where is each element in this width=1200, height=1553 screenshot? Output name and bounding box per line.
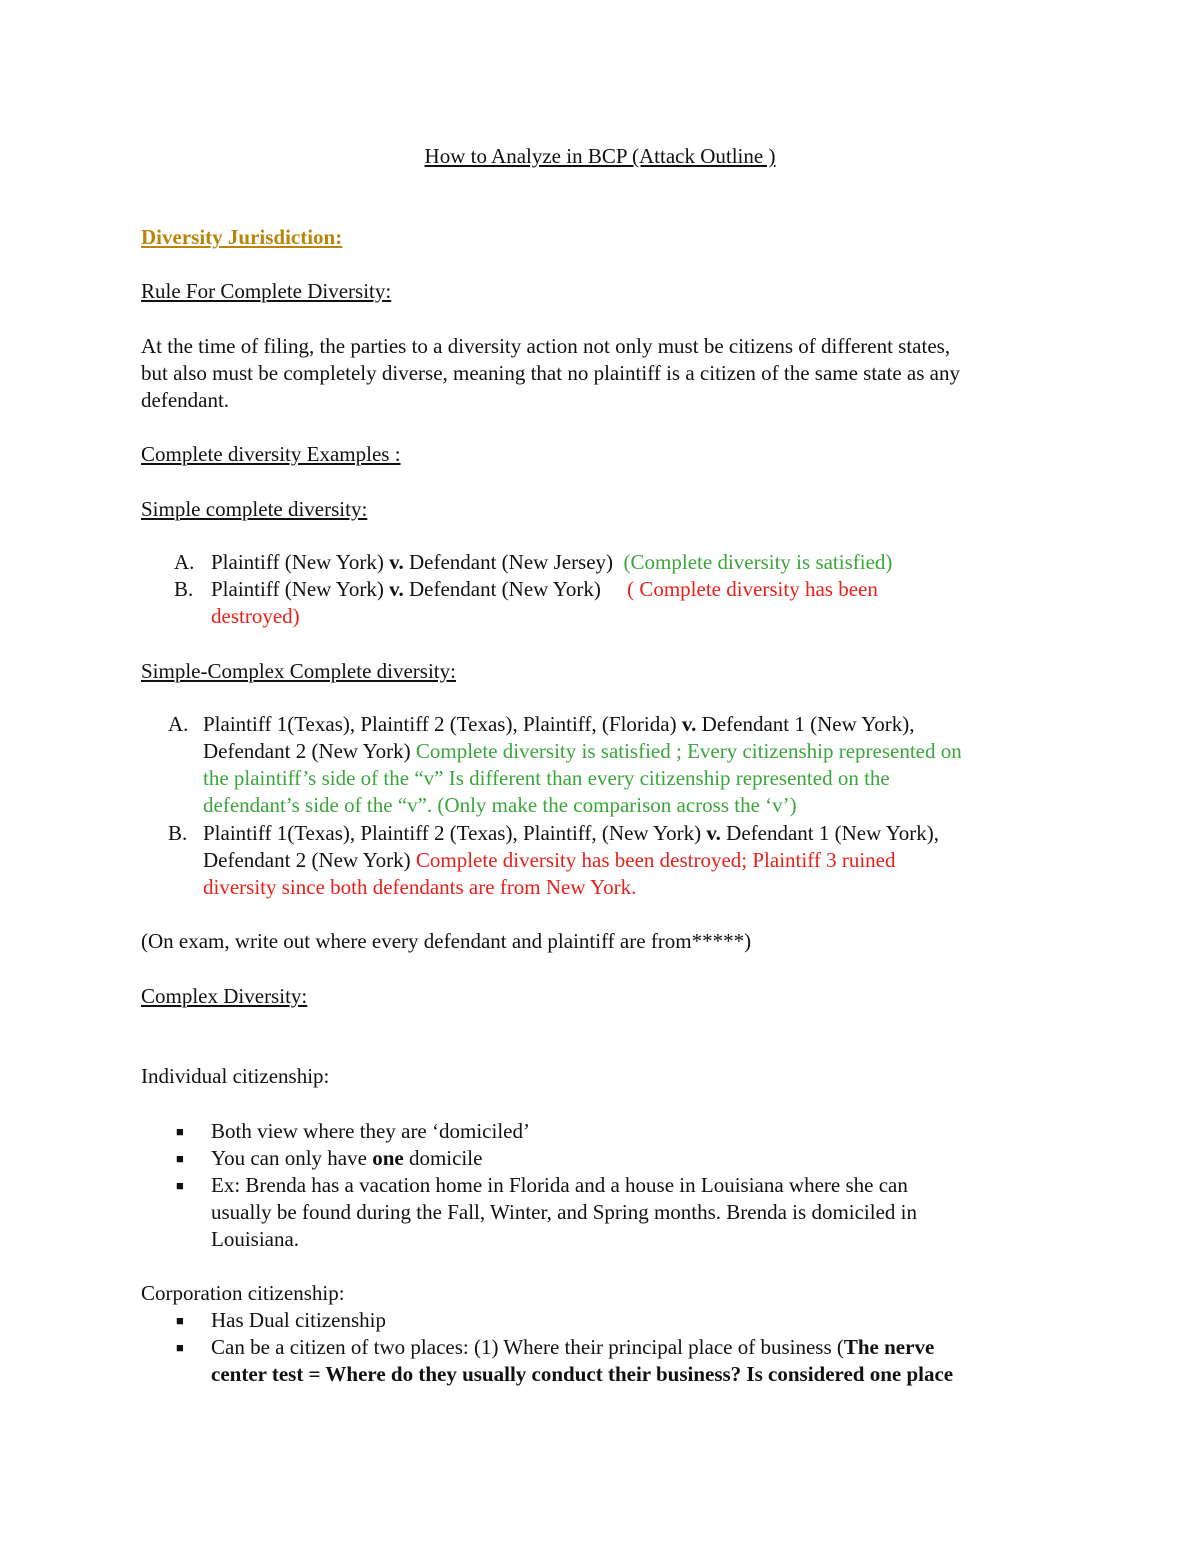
sc-item-a-note: Complete diversity is satisfied ; Every citizenship represented on (415, 739, 962, 763)
bullet-square-icon: ■ (176, 1340, 184, 1355)
corporation-citizenship-heading: Corporation citizenship: (141, 1281, 345, 1305)
sc-item-a-defendant-2: Defendant 2 (New York) (203, 739, 416, 763)
simple-item-a (211, 549, 892, 576)
list-label-a: A. (168, 712, 189, 736)
simple-item-a-plaintiff: Plaintiff (New York) (211, 550, 390, 574)
sc-item-a-line-4: defendant’s side of the “v”. (Only make the comparison across the ‘v’) (203, 793, 797, 817)
sc-item-b-note: Complete diversity has been destroyed; Plaintiff 3 ruined (415, 848, 896, 872)
sc-item-b-defendant-2: Defendant 2 (New York) (203, 848, 416, 872)
individual-item-2 (211, 1145, 482, 1172)
corp-item-1: Has Dual citizenship (211, 1308, 386, 1332)
rule-text-line-3: defendant. (141, 388, 230, 412)
simple-item-a-note: (Complete diversity is satisfied) (623, 550, 893, 574)
individual-item-2-bold: one (372, 1146, 404, 1170)
simple-diversity-heading: Simple complete diversity: (141, 497, 368, 521)
sc-item-a-line-1 (203, 711, 915, 738)
bullet-square-icon: ■ (176, 1151, 184, 1166)
individual-item-3-line-1: Ex: Brenda has a vacation home in Florida and a house in Louisiana where she can (211, 1173, 908, 1197)
individual-item-2-text: You can only have (211, 1146, 373, 1170)
bullet-square-icon: ■ (176, 1178, 184, 1193)
exam-note: (On exam, write out where every defendant and plaintiff are from*****) (141, 929, 752, 953)
simple-item-b-note: ( Complete diversity has been (627, 577, 878, 601)
corp-item-2-bold: The nerve (843, 1335, 935, 1359)
examples-heading: Complete diversity Examples : (141, 442, 401, 466)
individual-item-3-line-3: Louisiana. (211, 1227, 300, 1251)
list-label-b: B. (174, 577, 194, 601)
sc-item-a-line-2 (203, 738, 962, 765)
simple-item-b-plaintiff: Plaintiff (New York) (211, 577, 390, 601)
simple-item-b-defendant: Defendant (New York) (403, 577, 628, 601)
complex-diversity-heading: Complex Diversity: (141, 984, 308, 1008)
individual-item-1: Both view where they are ‘domiciled’ (211, 1119, 530, 1143)
sc-item-a-defendant-1: Defendant 1 (New York), (696, 712, 915, 736)
rule-text-line-1: At the time of filing, the parties to a diversity action not only must be citizens of different states, (141, 334, 951, 358)
versus-mark: v. (389, 577, 404, 601)
corp-item-2-line-1 (211, 1334, 934, 1361)
list-label-a: A. (174, 550, 195, 574)
corp-item-2-text: Can be a citizen of two places: (1) Where their principal place of business ( (211, 1335, 844, 1359)
individual-item-3-line-2: usually be found during the Fall, Winter, and Spring months. Brenda is domiciled in (211, 1200, 918, 1224)
sc-item-b-line-2 (203, 847, 895, 874)
sc-item-b-line-3: diversity since both defendants are from New York. (203, 875, 637, 899)
page-title: How to Analyze in BCP (Attack Outline ) (424, 144, 776, 168)
versus-mark: v. (681, 712, 697, 736)
bullet-square-icon: ■ (176, 1313, 184, 1328)
sc-item-a-plaintiffs: Plaintiff 1(Texas), Plaintiff 2 (Texas), Plaintiff, (Florida) (203, 712, 682, 736)
corp-item-2-line-2: center test = Where do they usually conduct their business? Is considered one place (211, 1362, 954, 1386)
individual-item-2-end: domicile (403, 1146, 483, 1170)
rule-heading: Rule For Complete Diversity: (141, 279, 392, 303)
sc-item-b-plaintiffs: Plaintiff 1(Texas), Plaintiff 2 (Texas), Plaintiff, (New York) (203, 821, 707, 845)
sc-item-a-line-3: the plaintiff’s side of the “v” Is different than every citizenship represented on the (203, 766, 890, 790)
simple-item-b (211, 576, 878, 603)
versus-mark: v. (706, 821, 721, 845)
simple-item-a-defendant: Defendant (New Jersey) (403, 550, 624, 574)
simple-item-b-note-cont: destroyed) (211, 604, 300, 628)
bullet-square-icon: ■ (176, 1124, 184, 1139)
section-heading-diversity-jurisdiction: Diversity Jurisdiction: (141, 225, 343, 249)
sc-item-b-line-1 (203, 820, 939, 847)
simple-complex-heading: Simple-Complex Complete diversity: (141, 659, 456, 683)
individual-citizenship-heading: Individual citizenship: (141, 1064, 330, 1088)
versus-mark: v. (389, 550, 404, 574)
list-label-b: B. (168, 821, 188, 845)
sc-item-b-defendant-1: Defendant 1 (New York), (720, 821, 940, 845)
rule-text-line-2: but also must be completely diverse, meaning that no plaintiff is a citizen of the same state as any (141, 361, 960, 385)
